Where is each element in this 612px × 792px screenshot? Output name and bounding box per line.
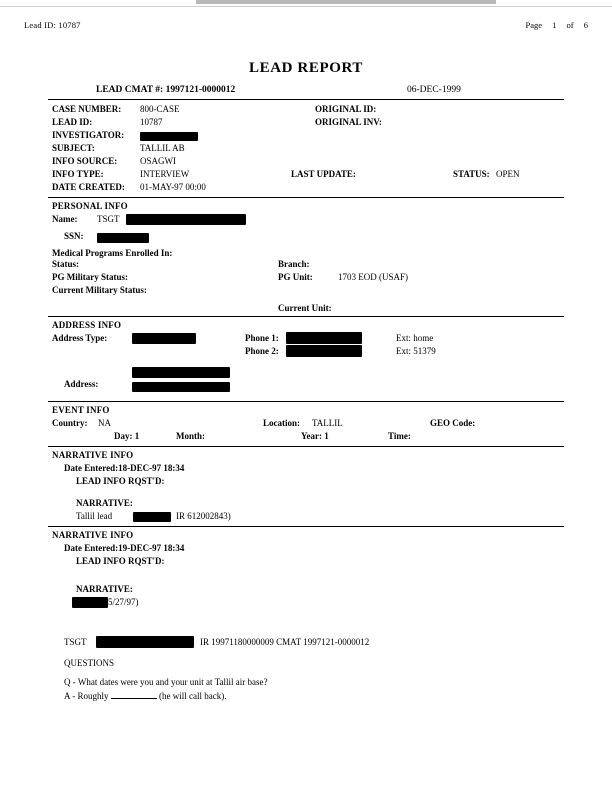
- narrative2-date-row: [48, 542, 564, 555]
- personal-info-section: [48, 198, 564, 316]
- pg-military-status-label: PG Military Status:: [52, 272, 128, 282]
- date-created-value: 01-MAY-97 00:00: [140, 182, 206, 192]
- narrative1-title-row: [48, 449, 564, 462]
- question-row: [48, 673, 564, 689]
- ssn-row: [48, 226, 564, 242]
- original-inv-label: ORIGINAL INV:: [315, 117, 382, 127]
- current-unit-row: [48, 297, 564, 313]
- phone2-row: [48, 345, 564, 358]
- header-lead-id-label: Lead ID:: [24, 20, 57, 30]
- phone1-label: Phone 1:: [245, 333, 279, 343]
- medical-programs-row: [48, 242, 564, 258]
- personal-info-title-row: [48, 200, 564, 213]
- ext1-label-text: Ext:: [396, 333, 411, 343]
- footer-ir-text: IR 19971180000009 CMAT 1997121-0000012: [200, 637, 370, 647]
- investigator-row: [48, 129, 564, 142]
- date-entered-label: [64, 462, 184, 475]
- case-section: [48, 100, 564, 197]
- ext2-value: 51379: [413, 346, 436, 356]
- question-line: Q - What dates were you and your unit at Tallil air base?: [64, 677, 268, 687]
- lead-id-value: 10787: [140, 117, 163, 127]
- event-date-row: [48, 430, 564, 443]
- phone2-redaction: [286, 344, 362, 357]
- header-lead-id-value: 10787: [58, 20, 81, 30]
- address-type-redaction: [132, 332, 196, 345]
- personal-info-title: PERSONAL INFO: [52, 201, 128, 211]
- scan-edge-smudge: [196, 0, 496, 4]
- header-lead-id: [24, 20, 81, 30]
- ext1-value: home: [413, 333, 434, 343]
- country-value: NA: [98, 418, 111, 428]
- narrative-redaction: [133, 510, 171, 523]
- narrative-text-post-2: 5/27/97): [108, 597, 139, 607]
- cmat-date: 06-DEC-1999: [407, 85, 461, 95]
- lead-info-rqstd-label: LEAD INFO RQST'D:: [76, 476, 165, 486]
- month-label: Month:: [176, 431, 205, 441]
- investigator-label: INVESTIGATOR:: [52, 130, 125, 140]
- questions-title-row: [48, 649, 564, 673]
- header-page-of: of: [566, 20, 574, 30]
- current-unit-label: Current Unit:: [278, 303, 332, 313]
- narrative1-rqstd-row: [48, 475, 564, 497]
- cmat-value: 1997121-0000012: [165, 85, 236, 95]
- cmat-label-value: [96, 85, 235, 95]
- status-branch-row: [48, 258, 564, 271]
- answer-blank: [111, 689, 157, 699]
- narrative1-text-row: [48, 510, 564, 523]
- header-page-number: [518, 20, 589, 30]
- date-entered-label-text: Date Entered:: [64, 463, 119, 473]
- pg-military-row: [48, 271, 564, 284]
- case-number-value: 800-CASE: [140, 104, 180, 114]
- address-type-label: Address Type:: [52, 333, 108, 343]
- date-created-row: [48, 181, 564, 194]
- info-type-label: INFO TYPE:: [52, 169, 104, 179]
- event-country-row: [48, 417, 564, 430]
- date-entered-value-2: 19-DEC-97 18:34: [118, 543, 185, 553]
- report-body: [48, 99, 564, 706]
- narrative-label-2: NARRATIVE:: [76, 584, 133, 594]
- header-page-label: Page: [525, 20, 543, 30]
- info-source-row: [48, 155, 564, 168]
- last-update-label: LAST UPDATE:: [291, 169, 356, 179]
- branch-label: Branch:: [278, 259, 310, 269]
- subject-row: [48, 142, 564, 155]
- current-military-status-label: Current Military Status:: [52, 285, 147, 295]
- footer-name-redaction: [96, 635, 194, 648]
- address-redaction-line2: [132, 380, 230, 393]
- narrative-section-2: [48, 527, 564, 706]
- phone1-redaction: [286, 331, 362, 344]
- ext2-label: Ext:: [396, 346, 411, 356]
- lead-id-row: [48, 116, 564, 129]
- address-info-title: ADDRESS INFO: [52, 320, 122, 330]
- scan-edge-artifact: [0, 0, 612, 7]
- status-value: OPEN: [496, 169, 520, 179]
- name-redaction: [126, 213, 246, 226]
- location-value: TALLIL: [312, 418, 343, 428]
- name-value: TSGT: [97, 214, 120, 224]
- narrative2-label-row: [48, 583, 564, 596]
- ssn-label: SSN:: [64, 231, 84, 241]
- cmat-label: LEAD CMAT #:: [96, 85, 164, 95]
- pg-unit-label: PG Unit:: [278, 272, 313, 282]
- subject-label: SUBJECT:: [52, 143, 95, 153]
- answer-line: [64, 689, 227, 703]
- event-info-section: [48, 402, 564, 446]
- footer-rank: TSGT: [64, 637, 87, 647]
- current-military-row: [48, 284, 564, 297]
- info-type-value: INTERVIEW: [140, 169, 190, 179]
- status-label: STATUS:: [453, 169, 490, 179]
- narrative2-spacer: [48, 610, 564, 636]
- event-info-title-row: [48, 404, 564, 417]
- info-type-row: [48, 168, 564, 181]
- date-entered-label-text-2: Date Entered:: [64, 543, 119, 553]
- lead-id-label: LEAD ID:: [52, 117, 93, 127]
- date-entered-label-2: [64, 542, 184, 555]
- narrative-section-1: [48, 447, 564, 526]
- header-page-value: 1: [552, 20, 557, 30]
- header-page-total: 6: [583, 20, 588, 30]
- address-info-section: [48, 317, 564, 401]
- name-row: [48, 213, 564, 226]
- narrative-text-post: IR 612002843): [176, 511, 231, 521]
- name-label: Name:: [52, 214, 78, 224]
- page-title: LEAD REPORT: [248, 60, 363, 76]
- narrative2-title-row: [48, 529, 564, 542]
- narrative-text-pre: Tallil lead: [76, 511, 113, 521]
- personal-status-label: Status:: [52, 259, 80, 269]
- narrative-info-title-2: NARRATIVE INFO: [52, 530, 134, 540]
- event-info-title: EVENT INFO: [52, 405, 110, 415]
- day-label: Day: 1: [114, 431, 140, 441]
- address-label: Address:: [64, 379, 99, 389]
- info-source-value: OSAGWI: [140, 156, 176, 166]
- time-label: Time:: [388, 431, 411, 441]
- info-source-label: INFO SOURCE:: [52, 156, 118, 166]
- narrative-redaction-2: [72, 596, 108, 609]
- ext2-group: [396, 345, 436, 358]
- narrative2-text-row: [48, 596, 564, 610]
- original-id-label: ORIGINAL ID:: [315, 104, 377, 114]
- answer-line-post: (he will call back).: [159, 691, 227, 701]
- address-redaction-line1: [132, 366, 230, 379]
- year-label: Year: 1: [301, 431, 329, 441]
- case-number-row: [48, 103, 564, 116]
- footer-ir-row: [48, 636, 564, 649]
- narrative-label: NARRATIVE:: [76, 498, 133, 508]
- subject-value: TALLIL AB: [140, 143, 185, 153]
- answer-row: [48, 689, 564, 703]
- answer-line-pre: A - Roughly: [64, 691, 109, 701]
- lead-info-rqstd-label-2: LEAD INFO RQST'D:: [76, 556, 165, 566]
- address-row: [48, 376, 564, 402]
- narrative1-label-row: [48, 497, 564, 510]
- location-label: Location:: [263, 418, 300, 428]
- phone2-label: Phone 2:: [245, 346, 279, 356]
- pg-unit-value: 1703 EOD (USAF): [338, 272, 409, 282]
- date-created-label: DATE CREATED:: [52, 182, 125, 192]
- medical-programs-label: Medical Programs Enrolled In:: [52, 248, 173, 258]
- date-entered-value: 18-DEC-97 18:34: [118, 463, 185, 473]
- country-label: Country:: [52, 418, 88, 428]
- questions-title: QUESTIONS: [64, 658, 115, 668]
- narrative-info-title: NARRATIVE INFO: [52, 450, 134, 460]
- ext1-label: [396, 332, 433, 345]
- geo-code-label: GEO Code:: [430, 418, 476, 428]
- narrative2-rqstd-row: [48, 555, 564, 583]
- case-number-label: CASE NUMBER:: [52, 104, 122, 114]
- narrative1-date-row: [48, 462, 564, 475]
- address-spacer-row: [48, 358, 564, 376]
